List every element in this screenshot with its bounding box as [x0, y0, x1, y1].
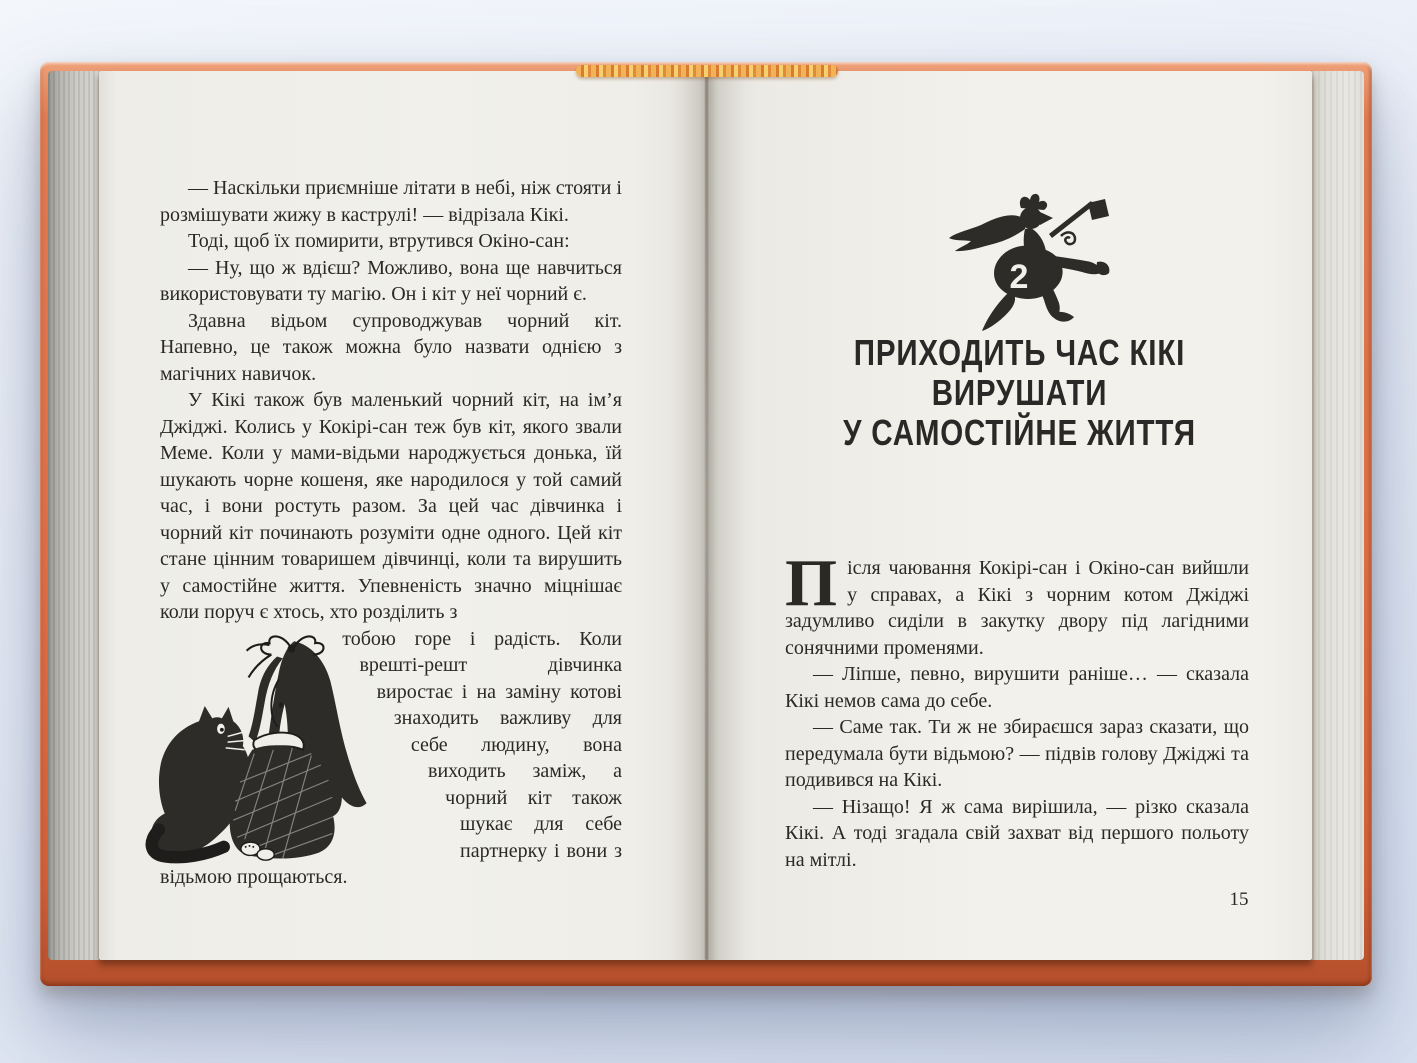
chapter-title-line1: ПРИХОДИТЬ ЧАС КІКІ ВИРУШАТИ: [853, 332, 1186, 413]
spine-binding-threads: [576, 65, 838, 77]
girl-illustration: [230, 636, 367, 860]
paragraph: — Нізащо! Я ж сама вирішила, — різко сказала Кікі. А тоді згадала свій захват від першого польоту на мітлі.: [785, 795, 1249, 871]
paragraph: — Наскільки приємніше літати в небі, ніж стояти і розмішувати жижу в каструлі! — відрізала Кікі.: [160, 177, 622, 226]
open-pages: [99, 71, 1312, 960]
drop-cap: П: [785, 546, 838, 620]
paragraph: Тоді, щоб їх помирити, втрутився Окіно-сан:: [188, 230, 570, 252]
paragraph: У Кікі також був маленький чорний кіт, на ім’я Джіджі. Колись у Кокірі-сан теж був кіт, якого звали Меме. Коли у мами-відьми народжується донька, їй шукають чорне кошеня, яке народилося у той самий час, і вони ростуть разом. За цей час дівчинка і чорний кіт починають розуміти одне одного. Цей кіт стане цінним товаришем дівчинці, коли та вирушить у самостійне життя. Упевненість значно міцнішає коли поруч є хтось, хто розділить з: [160, 389, 622, 623]
paragraph: тобою горе і радість. Коли врешті-решт дівчинка виростає і на заміну котові знаходить важливу для себе людину, вона виходить заміж, а чорний кіт також шукає для себе партнерку і вони з відьмою прощаються.: [160, 627, 622, 888]
right-page-text: [785, 546, 1249, 873]
chapter-title-line2: У САМОСТІЙНЕ ЖИТТЯ: [843, 412, 1196, 453]
paragraph: ісля чаювання Кокірі-сан і Окіно-сан вийшли у справах, а Кікі з чорним котом Джіджі задумливо сиділи в закутку двору під лагідними сонячними променями.: [785, 557, 1249, 659]
page-number: 15: [1229, 889, 1249, 910]
first-paragraph-with-dropcap: [785, 546, 1249, 661]
book: [40, 62, 1372, 986]
page-stack-right-edge: [1312, 71, 1364, 960]
chapter-number: 2: [1009, 258, 1029, 296]
gutter-line: [705, 71, 708, 960]
paragraph: Здавна відьом супроводжував чорний кіт. Напевно, це також можна було назвати однією з магічних навичок.: [160, 309, 622, 385]
paragraph: — Саме так. Ти ж не збираєшся зараз сказати, що передумала бути відьмою? — підвів голову Джіджі та подивився на Кікі.: [785, 716, 1249, 791]
girl-and-cat-drawing: [140, 626, 378, 864]
witch-on-broom-icon: [945, 176, 1117, 331]
chapter-title: [780, 333, 1260, 453]
left-page-text: [160, 175, 622, 891]
paragraph: — Ліпше, певно, вирушити раніше… — сказала Кікі немов сама до себе.: [785, 663, 1249, 712]
chapter-emblem: [945, 176, 1117, 331]
paragraph: — Ну, що ж вдієш? Можливо, вона ще навчиться використовувати ту магію. Он і кіт у неї чорний є.: [160, 256, 622, 305]
page-stack-left-edge: [48, 71, 99, 960]
